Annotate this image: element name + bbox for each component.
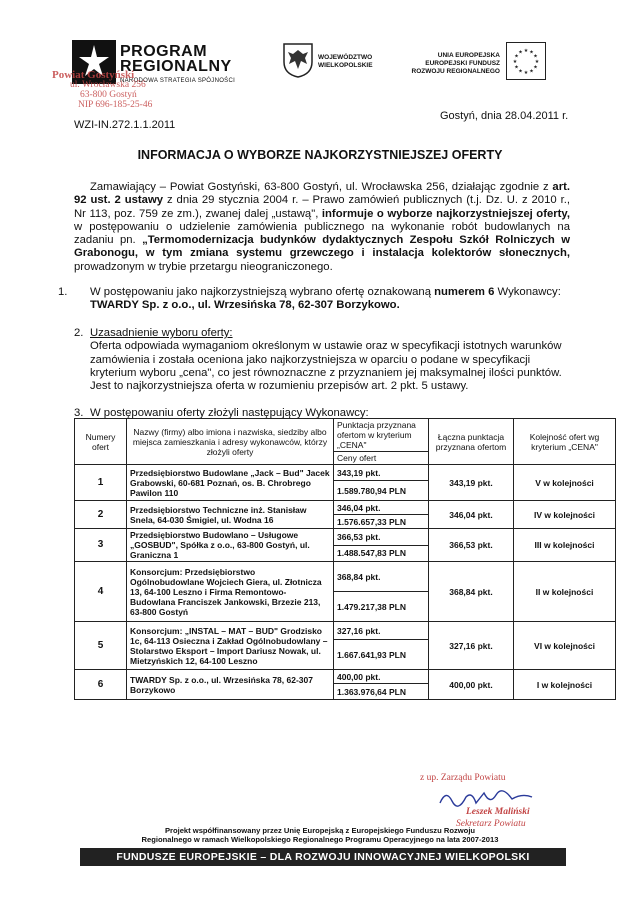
offer-order: VI w kolejności: [514, 622, 616, 670]
table-row: [75, 465, 616, 481]
intro-bold-1: art. 92 ust. 2 ustawy: [74, 181, 570, 207]
offer-number: 5: [75, 622, 127, 670]
table-row: [75, 670, 616, 684]
eu-star-icon: ★: [514, 53, 519, 60]
bidder-name: Konsorcjum: Przedsiębiorstwo Ogólnobudowlane Wojciech Giera, ul. Złotnicza 13, 64-100 Leszno i Firma Remontowo-Budowlana Franciszek Jankowski, Brzezie 213, 63-800 Gostyń: [127, 562, 334, 622]
offer-price: 1.488.547,83 PLN: [334, 545, 429, 562]
eu-star-icon: ★: [518, 68, 523, 75]
offer-points: 327,16 pkt.: [334, 622, 429, 640]
offer-total: 343,19 pkt.: [429, 465, 514, 501]
voivodeship-label: [318, 54, 373, 70]
offer-total: 346,04 pkt.: [429, 501, 514, 529]
bidder-name: TWARDY Sp. z o.o., ul. Wrzesińska 78, 62-307 Borzykowo: [127, 670, 334, 700]
offer-order: II w kolejności: [514, 562, 616, 622]
eu-star-icon: ★: [533, 64, 538, 71]
eu-star-icon: ★: [512, 59, 518, 65]
offer-points: 346,04 pkt.: [334, 501, 429, 515]
eu-star-icon: ★: [518, 49, 523, 56]
wielkopolska-eagle-icon: [282, 42, 314, 78]
section-3-text: W postępowaniu oferty złożyli następujący Wykonawcy:: [90, 407, 369, 419]
signatory-name: Leszek Maliński: [466, 807, 530, 817]
section-1-text-1: W postępowaniu jako najkorzystniejszą wybrano ofertę oznakowaną: [90, 286, 435, 298]
offer-order: V w kolejności: [514, 465, 616, 501]
eu-star-icon: ★: [533, 53, 538, 60]
eu-star-icon: ★: [529, 68, 534, 75]
offer-total: 400,00 pkt.: [429, 670, 514, 700]
section-2-number: 2.: [74, 327, 84, 339]
document-date: Gostyń, dnia 28.04.2011 r.: [440, 110, 569, 122]
header-total: Łączna punktacja przyznana ofertom: [429, 419, 514, 465]
offer-price: 1.667.641,93 PLN: [334, 640, 429, 670]
intro-paragraph: [74, 181, 570, 274]
table-row: [75, 501, 616, 515]
offer-order: III w kolejności: [514, 529, 616, 562]
voivodeship-line1: WOJEWÓDZTWO: [318, 54, 373, 61]
eu-line3: ROZWOJU REGIONALNEGO: [411, 68, 500, 75]
program-line1: PROGRAM: [120, 43, 208, 60]
intro-text-2: z dnia 29 stycznia 2004 r. – Prawo zamówień publicznych (t.j. Dz. U. z 2010 r., Nr 113, poz. 759 ze zm.), zwanej dalej „ustawą",: [74, 194, 570, 220]
offer-price: 1.589.780,94 PLN: [334, 481, 429, 501]
intro-bold-2: informuje o wyborze najkorzystniejszej oferty,: [321, 207, 570, 220]
offer-total: 368,84 pkt.: [429, 562, 514, 622]
signatory-role: Sekretarz Powiatu: [456, 819, 526, 829]
offer-number: 6: [75, 670, 127, 700]
offer-price: 1.363.976,64 PLN: [334, 684, 429, 700]
section-1-bold-2: TWARDY Sp. z o.o., ul. Wrzesińska 78, 62-307 Borzykowo.: [90, 299, 400, 312]
offer-points: 368,84 pkt.: [334, 562, 429, 592]
eu-flag-icon: [506, 42, 546, 80]
stamp-line3: 63-800 Gostyń: [80, 90, 137, 100]
section-2-text: Oferta odpowiada wymaganiom określonym w ustawie oraz w specyfikacji istotnych warunków zamówienia i została oceniona jako najkorzystniejsza w oparciu o podane w specyfikacji kryterium wyboru „cena", co jest równoznaczne z przyznaniem jej maksymalnej ilości punktów. Jest to najkorzystniejsza oferta w rozumieniu przepisów art. 2 pkt. 5 ustawy.: [90, 340, 562, 393]
offer-total: 366,53 pkt.: [429, 529, 514, 562]
table-row: [75, 529, 616, 546]
document-reference: WZI-IN.272.1.1.2011: [74, 119, 176, 131]
header-order: Kolejność ofert wg kryterium „CENA": [514, 419, 616, 465]
offer-price: 1.576.657,33 PLN: [334, 515, 429, 529]
bidder-name: Przedsiębiorstwo Budowlane „Jack – Bud" Jacek Grabowski, 60-681 Poznań, os. B. Chrobrego Pawilon 110: [127, 465, 334, 501]
program-line2: REGIONALNY: [120, 58, 232, 75]
header-num: Numery ofert: [75, 419, 127, 465]
eu-line2: EUROPEJSKI FUNDUSZ: [425, 60, 500, 67]
eu-line1: UNIA EUROPEJSKA: [437, 52, 500, 59]
intro-text-1: Zamawiający – Powiat Gostyński, 63-800 Gostyń, ul. Wrocławska 256, działając zgodnie z: [90, 181, 553, 193]
header-points: Punktacja przyznana ofertom w kryterium „CENA": [334, 419, 429, 452]
table-header-row: [75, 419, 616, 452]
program-subtitle: NARODOWA STRATEGIA SPÓJNOŚCI: [120, 78, 236, 84]
signature-authority: z up. Zarządu Powiatu: [420, 773, 506, 783]
offer-number: 2: [75, 501, 127, 529]
offer-order: IV w kolejności: [514, 501, 616, 529]
eu-star-icon: ★: [529, 49, 534, 56]
eu-star-icon: ★: [534, 59, 540, 65]
eu-fund-label: [398, 52, 500, 76]
table-row: [75, 562, 616, 592]
bidders-table: [74, 418, 616, 700]
offer-number: 1: [75, 465, 127, 501]
offer-points: 400,00 pkt.: [334, 670, 429, 684]
footer-cofinancing: [0, 826, 640, 844]
document-title: INFORMACJA O WYBORZE NAJKORZYSTNIEJSZEJ OFERTY: [137, 148, 503, 162]
offer-number: 4: [75, 562, 127, 622]
intro-text-4: prowadzonym w trybie przetargu nieograniczonego.: [74, 260, 333, 273]
handwritten-signature-icon: [432, 785, 542, 809]
eu-star-icon: ★: [514, 64, 519, 71]
offer-points: 366,53 pkt.: [334, 529, 429, 546]
bidder-name: Konsorcjum: „INSTAL – MAT – BUD" Grodzisko 1c, 64-113 Osieczna i Zakład Ogólnobudowlany – Stolarstwo Eksport – Import Dariusz Nowak, ul. Mietzyńskich 12, 64-100 Leszno: [127, 622, 334, 670]
eu-star-icon: ★: [523, 70, 529, 76]
bidder-name: Przedsiębiorstwo Techniczne inż. Stanisław Snela, 64-030 Śmigiel, ul. Wodna 16: [127, 501, 334, 529]
intro-text-3: w postępowaniu o udzielenie zamówienia publicznego na wykonanie robót budowlanych na zadaniu pn.: [74, 220, 570, 247]
offer-order: I w kolejności: [514, 670, 616, 700]
section-1-bold-1: numerem 6: [434, 286, 495, 298]
stamp-line4: NIP 696-185-25-46: [78, 100, 153, 110]
offer-number: 3: [75, 529, 127, 562]
table-row: [75, 622, 616, 640]
footer-banner: FUNDUSZE EUROPEJSKIE – DLA ROZWOJU INNOWACYJNEJ WIELKOPOLSKI: [80, 848, 566, 866]
section-1: [58, 286, 586, 313]
section-1-text-2: Wykonawcy:: [494, 286, 561, 298]
eu-star-icon: ★: [523, 48, 529, 54]
office-stamp: [52, 70, 152, 110]
stamp-line1: Powiat Gostyński: [52, 69, 135, 81]
section-3-number: 3.: [74, 407, 84, 419]
offer-price: 1.479.217,38 PLN: [334, 592, 429, 622]
section-2: [74, 327, 570, 393]
bidder-name: Przedsiębiorstwo Budowlano – Usługowe „GOSBUD", Spółka z o.o., 63-800 Gostyń, ul. Graniczna 1: [127, 529, 334, 562]
section-1-number: 1.: [58, 286, 68, 298]
footer-line2: Regionalnego w ramach Wielkopolskiego Regionalnego Programu Operacyjnego na lata 2007-2013: [141, 835, 499, 844]
offer-points: 343,19 pkt.: [334, 465, 429, 481]
section-2-heading: Uzasadnienie wyboru oferty:: [90, 327, 233, 339]
footer-line1: Projekt współfinansowany przez Unię Europejską z Europejskiego Funduszu Rozwoju: [164, 826, 476, 835]
stamp-line2: ul. Wrocławska 256: [70, 80, 146, 90]
header-name: Nazwy (firmy) albo imiona i nazwiska, siedziby albo miejsca zamieszkania i adresy wykonawców, którzy złożyli oferty: [127, 419, 334, 465]
header-price: Ceny ofert: [334, 452, 429, 465]
offer-total: 327,16 pkt.: [429, 622, 514, 670]
intro-bold-3: „Termomodernizacja budynków dydaktycznych Zespołu Szkół Rolniczych w Grabonogu, w tym zmiana systemu grzewczego i instalacja kolektorów słonecznych,: [74, 234, 570, 260]
voivodeship-line2: WIELKOPOLSKIE: [318, 62, 373, 69]
